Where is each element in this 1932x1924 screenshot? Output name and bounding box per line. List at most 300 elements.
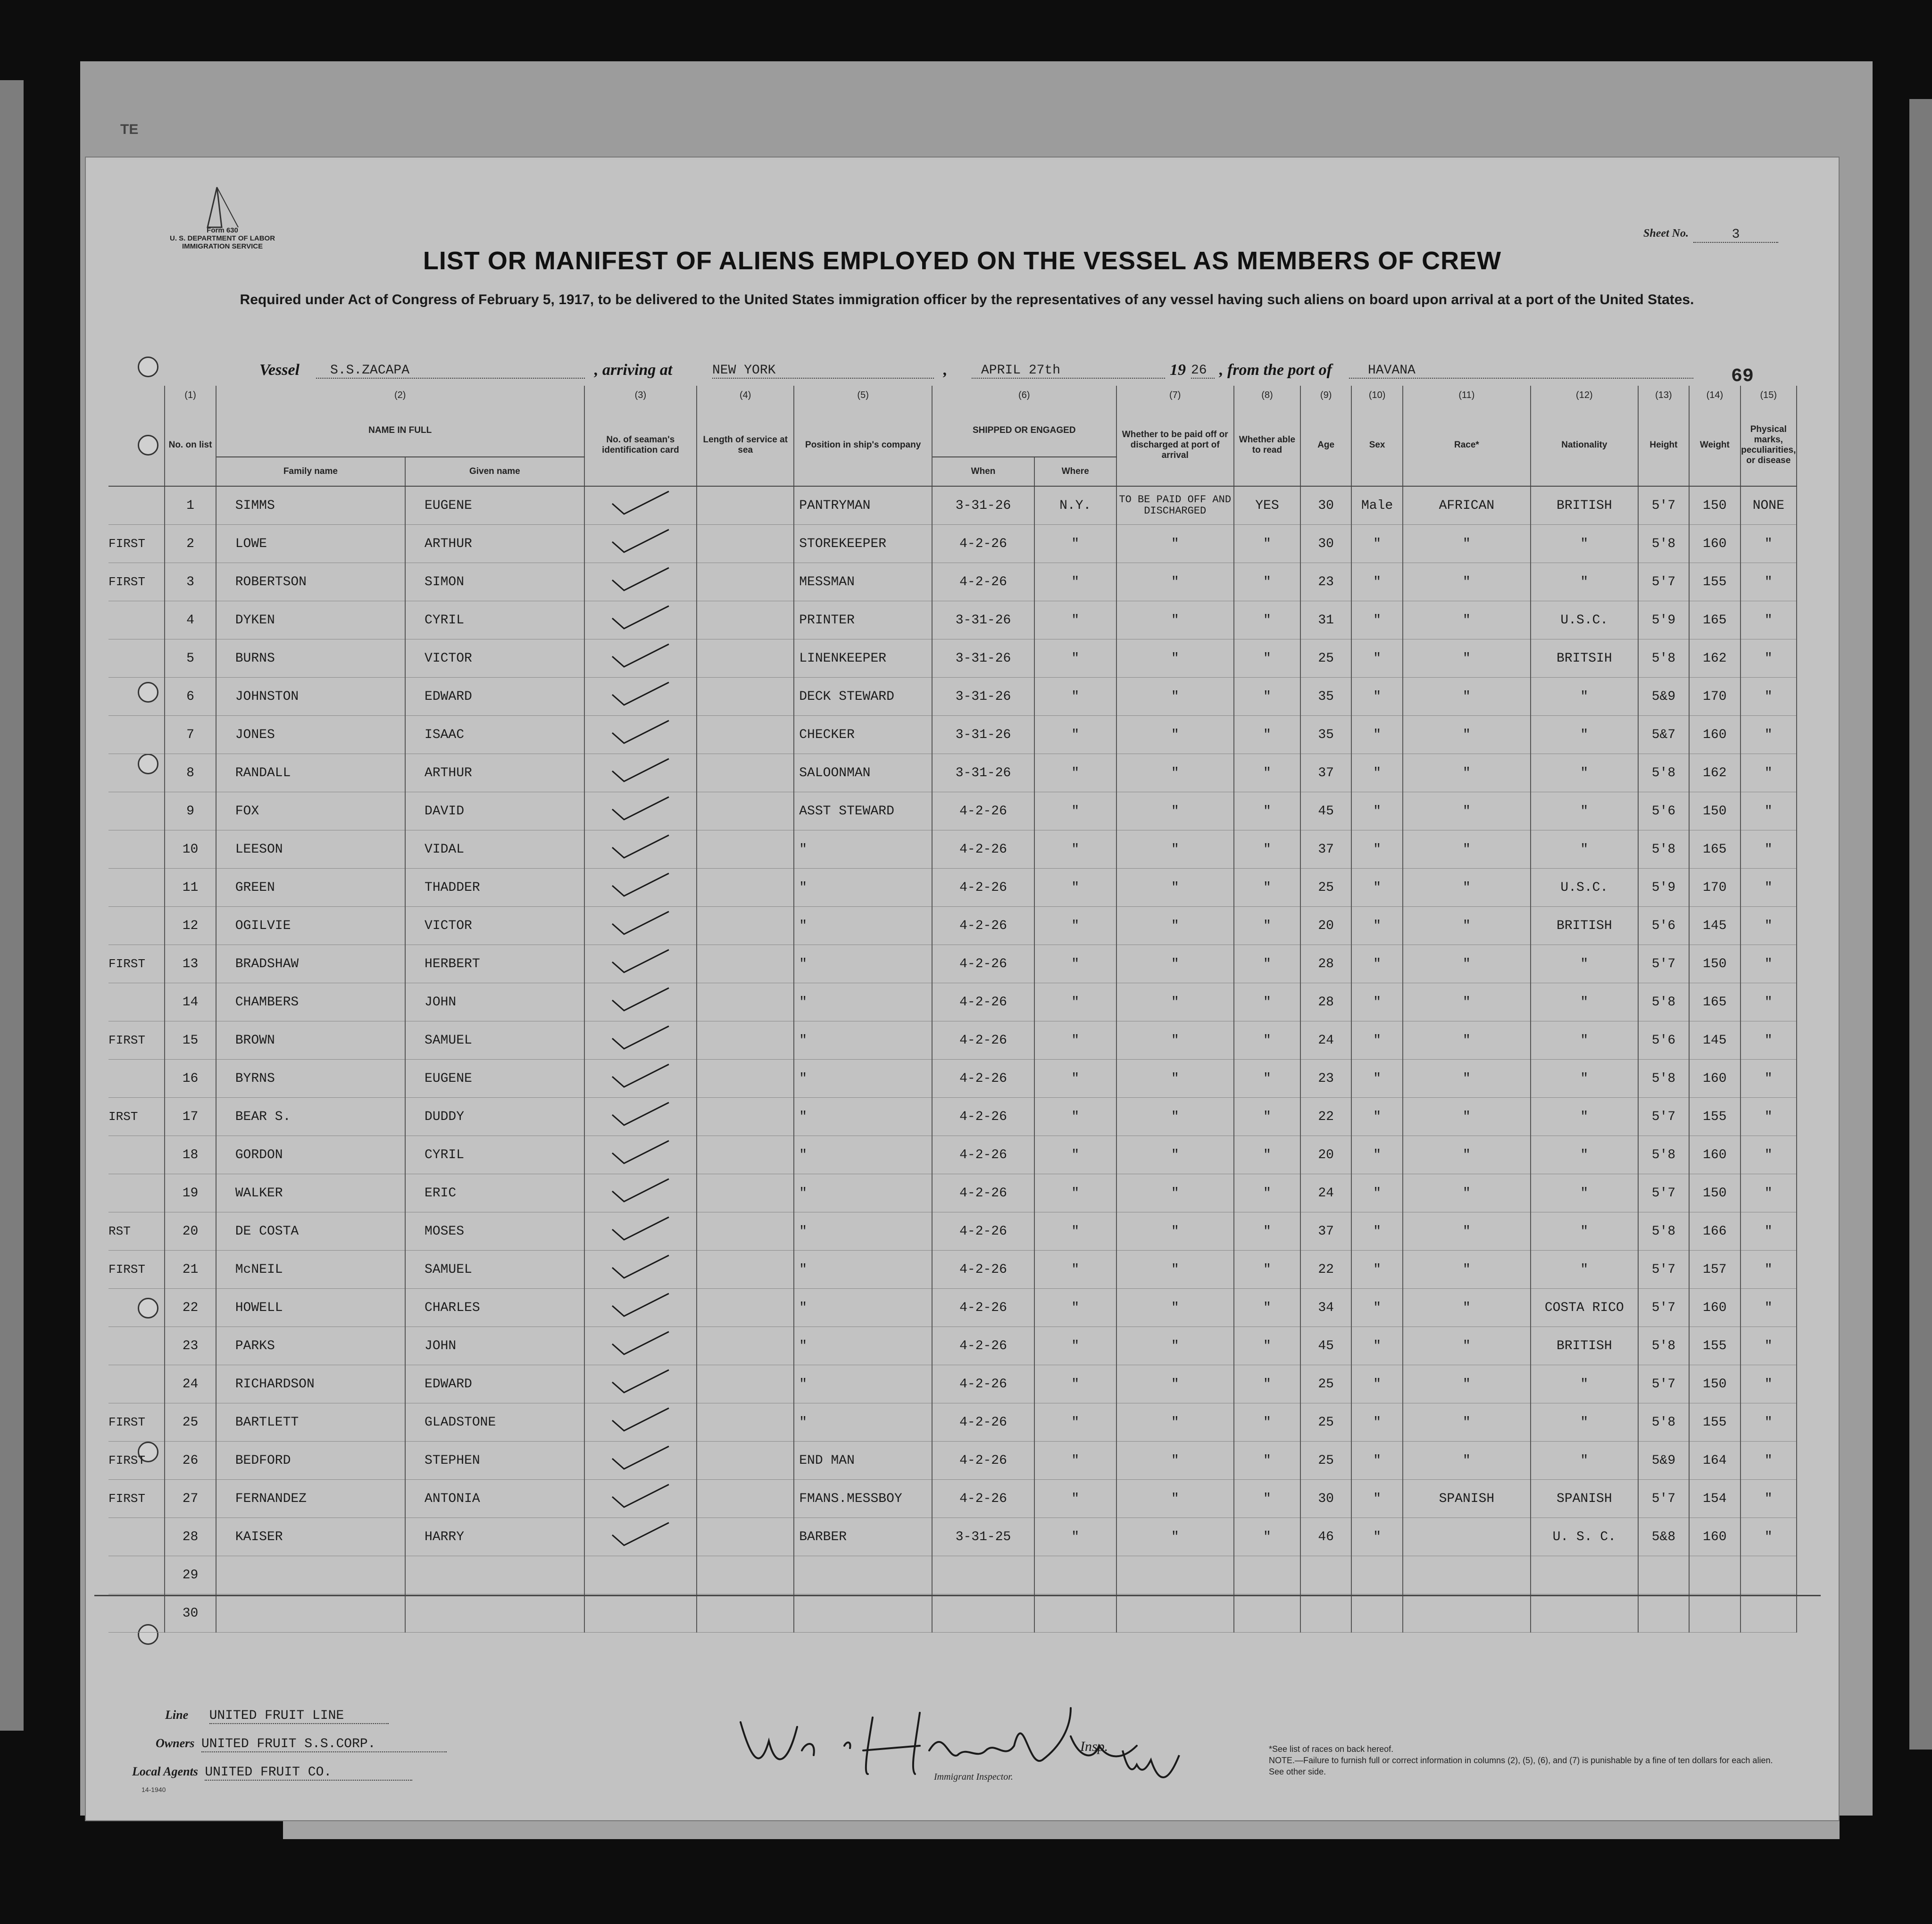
weight: 154 xyxy=(1689,1480,1740,1518)
row-mark: FIRST xyxy=(108,1251,165,1289)
table-row xyxy=(108,754,1797,792)
family-name: FERNANDEZ xyxy=(216,1480,405,1518)
length-of-service xyxy=(697,1365,794,1403)
id-card-check xyxy=(584,1136,697,1174)
family-name: McNEIL xyxy=(216,1251,405,1289)
given-name: VIDAL xyxy=(405,830,584,869)
row-mark xyxy=(108,754,165,792)
race: " xyxy=(1403,1021,1531,1060)
shipped-where: " xyxy=(1034,1060,1116,1098)
sex: " xyxy=(1351,1327,1402,1365)
age: 28 xyxy=(1300,945,1351,983)
height: 5'7 xyxy=(1638,486,1689,525)
shipped-when: 4-2-26 xyxy=(932,1365,1034,1403)
shipped-where xyxy=(1034,1594,1116,1633)
nationality: BRITISH xyxy=(1531,907,1638,945)
able-to-read: " xyxy=(1234,1251,1300,1289)
paid-off: " xyxy=(1116,678,1234,716)
race: " xyxy=(1403,1098,1531,1136)
given-name: SAMUEL xyxy=(405,1251,584,1289)
weight: 160 xyxy=(1689,1289,1740,1327)
able-to-read: " xyxy=(1234,1403,1300,1442)
shipped-where: " xyxy=(1034,525,1116,563)
column-header-row xyxy=(108,405,1797,457)
race: " xyxy=(1403,1174,1531,1212)
nationality: " xyxy=(1531,1212,1638,1251)
weight: 150 xyxy=(1689,945,1740,983)
physical-marks: " xyxy=(1740,563,1797,601)
row-mark: RST xyxy=(108,1212,165,1251)
physical-marks: " xyxy=(1740,525,1797,563)
shipped-where: " xyxy=(1034,1174,1116,1212)
header-given-name: Given name xyxy=(405,457,584,486)
header-id-card: No. of seaman's identification card xyxy=(584,405,697,486)
able-to-read: " xyxy=(1234,1174,1300,1212)
table-row xyxy=(108,1556,1797,1594)
length-of-service xyxy=(697,1212,794,1251)
agents-field xyxy=(132,1765,412,1781)
position: FMANS.MESSBOY xyxy=(794,1480,932,1518)
row-number: 27 xyxy=(165,1480,216,1518)
shipped-where: " xyxy=(1034,1251,1116,1289)
height: 5'8 xyxy=(1638,1327,1689,1365)
position: BARBER xyxy=(794,1518,932,1556)
col-num: (15) xyxy=(1740,386,1797,405)
age: 25 xyxy=(1300,1442,1351,1480)
position: PANTRYMAN xyxy=(794,486,932,525)
nationality: BRITISH xyxy=(1531,486,1638,525)
row-mark: FIRST xyxy=(108,1480,165,1518)
sex: " xyxy=(1351,907,1402,945)
table-row xyxy=(108,525,1797,563)
shipped-where: " xyxy=(1034,601,1116,639)
position: " xyxy=(794,830,932,869)
nationality: " xyxy=(1531,1060,1638,1098)
check-mark-icon xyxy=(608,1177,674,1205)
paid-off: " xyxy=(1116,525,1234,563)
shipped-when: 3-31-26 xyxy=(932,639,1034,678)
paid-off: " xyxy=(1116,601,1234,639)
given-name: SAMUEL xyxy=(405,1021,584,1060)
nationality xyxy=(1531,1594,1638,1633)
given-name: JOHN xyxy=(405,1327,584,1365)
race: " xyxy=(1403,1060,1531,1098)
nationality: SPANISH xyxy=(1531,1480,1638,1518)
shipped-when: 3-31-26 xyxy=(932,754,1034,792)
physical-marks: " xyxy=(1740,1021,1797,1060)
shipped-where: " xyxy=(1034,1289,1116,1327)
check-mark-icon xyxy=(608,1406,674,1435)
age: 28 xyxy=(1300,983,1351,1021)
shipped-where: " xyxy=(1034,1136,1116,1174)
height: 5&9 xyxy=(1638,678,1689,716)
table-row xyxy=(108,1327,1797,1365)
position: MESSMAN xyxy=(794,563,932,601)
check-mark-icon xyxy=(608,1139,674,1167)
height: 5'9 xyxy=(1638,869,1689,907)
height: 5'8 xyxy=(1638,525,1689,563)
arriving-label: , arriving at xyxy=(594,361,673,379)
sex: " xyxy=(1351,678,1402,716)
shipped-where: " xyxy=(1034,1403,1116,1442)
shipped-when: 4-2-26 xyxy=(932,1174,1034,1212)
race: " xyxy=(1403,907,1531,945)
family-name: BYRNS xyxy=(216,1060,405,1098)
check-mark-icon xyxy=(608,489,674,518)
row-mark xyxy=(108,1136,165,1174)
position: " xyxy=(794,869,932,907)
col-num: (2) xyxy=(216,386,584,405)
shipped-when: 4-2-26 xyxy=(932,563,1034,601)
shipped-where: " xyxy=(1034,716,1116,754)
shipped-where: " xyxy=(1034,1212,1116,1251)
col-num: (10) xyxy=(1351,386,1402,405)
length-of-service xyxy=(697,983,794,1021)
id-card-check xyxy=(584,1403,697,1442)
page-title: LIST OR MANIFEST OF ALIENS EMPLOYED ON THE VESSEL AS MEMBERS OF CREW xyxy=(423,247,1502,275)
shipped-where: " xyxy=(1034,1442,1116,1480)
header-sex: Sex xyxy=(1351,405,1402,486)
id-card-check xyxy=(584,525,697,563)
age: 20 xyxy=(1300,1136,1351,1174)
able-to-read: " xyxy=(1234,1480,1300,1518)
length-of-service xyxy=(697,639,794,678)
row-number: 19 xyxy=(165,1174,216,1212)
shipped-when: 3-31-25 xyxy=(932,1518,1034,1556)
line-field xyxy=(165,1708,389,1724)
age: 24 xyxy=(1300,1174,1351,1212)
age: 24 xyxy=(1300,1021,1351,1060)
row-number: 6 xyxy=(165,678,216,716)
check-mark-icon xyxy=(608,528,674,556)
check-mark-icon xyxy=(608,833,674,862)
col-num: (14) xyxy=(1689,386,1740,405)
check-mark-icon xyxy=(608,719,674,747)
position: " xyxy=(794,1098,932,1136)
shipped-when: 4-2-26 xyxy=(932,1021,1034,1060)
crew-manifest-table xyxy=(108,386,1797,1633)
length-of-service xyxy=(697,945,794,983)
height: 5'7 xyxy=(1638,1174,1689,1212)
adjacent-page-right xyxy=(1909,99,1932,1750)
able-to-read: " xyxy=(1234,945,1300,983)
shipped-when xyxy=(932,1594,1034,1633)
age: 30 xyxy=(1300,486,1351,525)
row-number: 5 xyxy=(165,639,216,678)
length-of-service xyxy=(697,1556,794,1594)
table-row xyxy=(108,945,1797,983)
given-name xyxy=(405,1556,584,1594)
col-num: (9) xyxy=(1300,386,1351,405)
service-name: IMMIGRATION SERVICE xyxy=(182,242,263,250)
given-name: ERIC xyxy=(405,1174,584,1212)
row-mark xyxy=(108,486,165,525)
check-mark-icon xyxy=(608,871,674,900)
able-to-read xyxy=(1234,1594,1300,1633)
row-number: 12 xyxy=(165,907,216,945)
id-card-check xyxy=(584,1289,697,1327)
shipped-when: 4-2-26 xyxy=(932,869,1034,907)
race: " xyxy=(1403,983,1531,1021)
sex: " xyxy=(1351,1136,1402,1174)
family-name: BURNS xyxy=(216,639,405,678)
height: 5&7 xyxy=(1638,716,1689,754)
length-of-service xyxy=(697,601,794,639)
table-row xyxy=(108,601,1797,639)
id-card-check xyxy=(584,563,697,601)
physical-marks xyxy=(1740,1594,1797,1633)
nationality: " xyxy=(1531,1136,1638,1174)
able-to-read: " xyxy=(1234,678,1300,716)
check-mark-icon xyxy=(608,1330,674,1358)
race: " xyxy=(1403,1327,1531,1365)
shipped-when: 4-2-26 xyxy=(932,1212,1034,1251)
family-name: JONES xyxy=(216,716,405,754)
physical-marks: " xyxy=(1740,1365,1797,1403)
race xyxy=(1403,1518,1531,1556)
able-to-read: " xyxy=(1234,525,1300,563)
given-name: SIMON xyxy=(405,563,584,601)
nationality: " xyxy=(1531,1365,1638,1403)
position: " xyxy=(794,1289,932,1327)
family-name: KAISER xyxy=(216,1518,405,1556)
paid-off: " xyxy=(1116,1136,1234,1174)
physical-marks: " xyxy=(1740,1212,1797,1251)
table-row xyxy=(108,1442,1797,1480)
col-num: (7) xyxy=(1116,386,1234,405)
height: 5'8 xyxy=(1638,1212,1689,1251)
paid-off: " xyxy=(1116,1518,1234,1556)
shipped-when: 4-2-26 xyxy=(932,1442,1034,1480)
able-to-read: " xyxy=(1234,792,1300,830)
shipped-when xyxy=(932,1556,1034,1594)
physical-marks: " xyxy=(1740,1518,1797,1556)
weight: 150 xyxy=(1689,792,1740,830)
check-mark-icon xyxy=(608,1101,674,1129)
paid-off: " xyxy=(1116,792,1234,830)
vessel-label: Vessel xyxy=(259,361,300,379)
physical-marks: " xyxy=(1740,907,1797,945)
check-mark-icon xyxy=(608,566,674,594)
id-card-check xyxy=(584,1251,697,1289)
weight: 150 xyxy=(1689,1365,1740,1403)
departure-port: HAVANA xyxy=(1349,363,1693,379)
age: 25 xyxy=(1300,1403,1351,1442)
height: 5'8 xyxy=(1638,754,1689,792)
arriving-port: NEW YORK xyxy=(712,363,934,379)
length-of-service xyxy=(697,678,794,716)
nationality: " xyxy=(1531,792,1638,830)
shipped-where: " xyxy=(1034,1327,1116,1365)
sex: " xyxy=(1351,869,1402,907)
age: 35 xyxy=(1300,678,1351,716)
header-name-in-full: NAME IN FULL xyxy=(216,405,584,457)
shipped-where: " xyxy=(1034,792,1116,830)
position: STOREKEEPER xyxy=(794,525,932,563)
comma-separator: , xyxy=(943,361,948,379)
paid-off: " xyxy=(1116,1021,1234,1060)
shipped-when: 4-2-26 xyxy=(932,830,1034,869)
sex xyxy=(1351,1594,1402,1633)
check-mark-icon xyxy=(608,910,674,938)
header-paid-off: Whether to be paid off or discharged at port of arrival xyxy=(1116,405,1234,486)
position: " xyxy=(794,983,932,1021)
vessel-line xyxy=(259,359,1769,387)
shipped-when: 4-2-26 xyxy=(932,1403,1034,1442)
weight: 155 xyxy=(1689,563,1740,601)
paid-off: " xyxy=(1116,869,1234,907)
shipped-when: 3-31-26 xyxy=(932,678,1034,716)
able-to-read: " xyxy=(1234,1212,1300,1251)
paid-off: " xyxy=(1116,1480,1234,1518)
race: " xyxy=(1403,754,1531,792)
position: END MAN xyxy=(794,1442,932,1480)
id-card-check xyxy=(584,1365,697,1403)
physical-marks: " xyxy=(1740,639,1797,678)
shipped-where: " xyxy=(1034,983,1116,1021)
table-row xyxy=(108,1136,1797,1174)
physical-marks: " xyxy=(1740,1174,1797,1212)
race: AFRICAN xyxy=(1403,486,1531,525)
physical-marks: " xyxy=(1740,678,1797,716)
position: " xyxy=(794,1212,932,1251)
height: 5'7 xyxy=(1638,1251,1689,1289)
row-mark: FIRST xyxy=(108,525,165,563)
id-card-check xyxy=(584,830,697,869)
weight: 162 xyxy=(1689,639,1740,678)
nationality xyxy=(1531,1556,1638,1594)
weight xyxy=(1689,1594,1740,1633)
footer-divider xyxy=(94,1595,1821,1596)
position: LINENKEEPER xyxy=(794,639,932,678)
underlying-sheet-corner-text: TE xyxy=(120,122,139,137)
row-mark xyxy=(108,678,165,716)
able-to-read: " xyxy=(1234,907,1300,945)
physical-marks: " xyxy=(1740,830,1797,869)
age: 45 xyxy=(1300,1327,1351,1365)
physical-marks: " xyxy=(1740,1060,1797,1098)
height: 5'8 xyxy=(1638,1136,1689,1174)
row-number: 13 xyxy=(165,945,216,983)
row-mark xyxy=(108,601,165,639)
family-name: ROBERTSON xyxy=(216,563,405,601)
owners-field xyxy=(156,1736,447,1752)
row-number: 11 xyxy=(165,869,216,907)
able-to-read: " xyxy=(1234,869,1300,907)
family-name: RANDALL xyxy=(216,754,405,792)
height: 5'8 xyxy=(1638,1060,1689,1098)
height: 5'9 xyxy=(1638,601,1689,639)
sex: " xyxy=(1351,639,1402,678)
weight: 160 xyxy=(1689,1136,1740,1174)
able-to-read: " xyxy=(1234,1136,1300,1174)
nationality: U.S.C. xyxy=(1531,869,1638,907)
paid-off: " xyxy=(1116,1212,1234,1251)
row-number: 15 xyxy=(165,1021,216,1060)
able-to-read: " xyxy=(1234,1442,1300,1480)
form-code: 14-1940 xyxy=(142,1786,166,1793)
header-race: Race* xyxy=(1403,405,1531,486)
weight: 166 xyxy=(1689,1212,1740,1251)
shipped-when: 4-2-26 xyxy=(932,792,1034,830)
table-row xyxy=(108,1021,1797,1060)
position: " xyxy=(794,945,932,983)
owners-value: UNITED FRUIT S.S.CORP. xyxy=(201,1737,447,1752)
given-name: GLADSTONE xyxy=(405,1403,584,1442)
length-of-service xyxy=(697,1136,794,1174)
arrival-date: APRIL 27th xyxy=(972,363,1165,379)
col-num: (3) xyxy=(584,386,697,405)
length-of-service xyxy=(697,1174,794,1212)
family-name: WALKER xyxy=(216,1174,405,1212)
weight: 165 xyxy=(1689,601,1740,639)
table-row xyxy=(108,907,1797,945)
table-row xyxy=(108,792,1797,830)
nationality: " xyxy=(1531,1442,1638,1480)
shipped-where: " xyxy=(1034,1021,1116,1060)
length-of-service xyxy=(697,1289,794,1327)
height: 5'7 xyxy=(1638,1289,1689,1327)
sheet-number: 3 xyxy=(1693,227,1778,243)
nationality: U. S. C. xyxy=(1531,1518,1638,1556)
age: 25 xyxy=(1300,639,1351,678)
age: 23 xyxy=(1300,563,1351,601)
paid-off: " xyxy=(1116,563,1234,601)
position: CHECKER xyxy=(794,716,932,754)
age: 22 xyxy=(1300,1098,1351,1136)
given-name: EUGENE xyxy=(405,486,584,525)
shipped-when: 4-2-26 xyxy=(932,1060,1034,1098)
row-number: 8 xyxy=(165,754,216,792)
header-family-name: Family name xyxy=(216,457,405,486)
shipped-where: " xyxy=(1034,830,1116,869)
check-mark-icon xyxy=(608,1062,674,1091)
family-name: DE COSTA xyxy=(216,1212,405,1251)
header-no-on-list: No. on list xyxy=(165,405,216,486)
row-number: 16 xyxy=(165,1060,216,1098)
family-name: BRADSHAW xyxy=(216,945,405,983)
weight: 164 xyxy=(1689,1442,1740,1480)
race: " xyxy=(1403,716,1531,754)
from-port-label: , from the port of xyxy=(1219,361,1332,379)
weight: 150 xyxy=(1689,486,1740,525)
row-number: 7 xyxy=(165,716,216,754)
sex: " xyxy=(1351,1174,1402,1212)
paid-off: " xyxy=(1116,716,1234,754)
row-mark xyxy=(108,983,165,1021)
row-number: 23 xyxy=(165,1327,216,1365)
table-row xyxy=(108,1060,1797,1098)
row-number: 20 xyxy=(165,1212,216,1251)
position: ASST STEWARD xyxy=(794,792,932,830)
id-card-check xyxy=(584,754,697,792)
shipped-when: 4-2-26 xyxy=(932,1251,1034,1289)
race: " xyxy=(1403,869,1531,907)
col-num: (5) xyxy=(794,386,932,405)
given-name xyxy=(405,1594,584,1633)
sex: " xyxy=(1351,1251,1402,1289)
race: " xyxy=(1403,1365,1531,1403)
age: 35 xyxy=(1300,716,1351,754)
shipped-when: 4-2-26 xyxy=(932,1136,1034,1174)
shipped-when: 3-31-26 xyxy=(932,486,1034,525)
length-of-service xyxy=(697,563,794,601)
table-row xyxy=(108,1212,1797,1251)
given-name: HARRY xyxy=(405,1518,584,1556)
height: 5'7 xyxy=(1638,945,1689,983)
check-mark-icon xyxy=(608,1368,674,1396)
weight: 155 xyxy=(1689,1327,1740,1365)
